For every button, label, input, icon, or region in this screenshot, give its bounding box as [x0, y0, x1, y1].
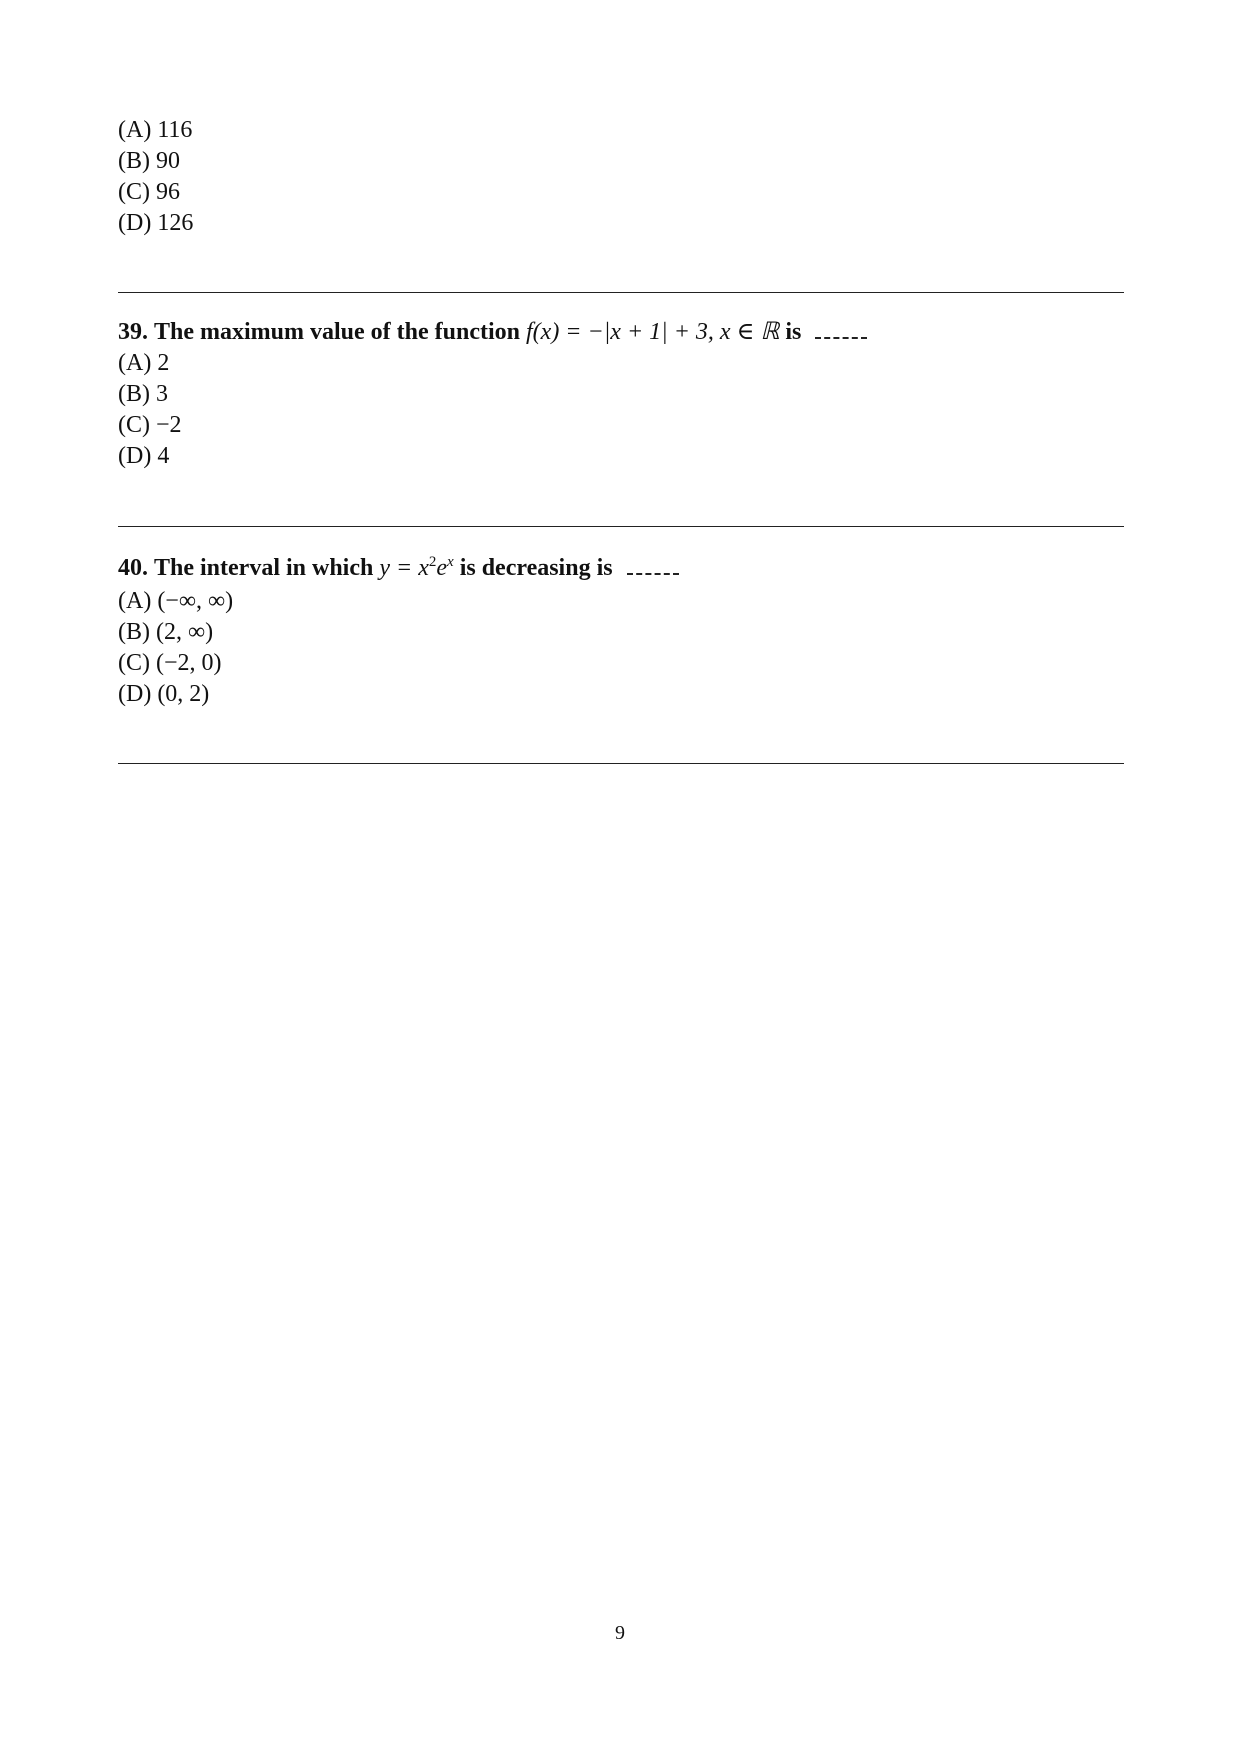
q39-option-b: (B) 3 — [118, 381, 168, 407]
q39-option-a: (A) 2 — [118, 350, 170, 376]
q40-formula-mid: e — [436, 555, 448, 581]
question-40 — [118, 552, 679, 584]
q38-option-a: (A) 116 — [118, 117, 193, 143]
q38-option-b: (B) 90 — [118, 148, 180, 174]
divider-2 — [118, 526, 1124, 527]
q40-formula — [379, 555, 453, 581]
q39-number: 39. — [118, 319, 148, 345]
q38-option-c: (C) 96 — [118, 179, 180, 205]
q39-text-end: is — [785, 319, 802, 345]
q39-option-c: (C) −2 — [118, 412, 182, 438]
q39-option-d: (D) 4 — [118, 443, 170, 469]
question-39 — [118, 316, 867, 348]
q40-formula-base: y = x — [379, 555, 429, 581]
q40-formula-exponent-1: 2 — [428, 554, 437, 570]
q40-options — [118, 586, 233, 710]
q39-answer-blank — [815, 337, 867, 339]
q39-text: The maximum value of the function — [154, 319, 520, 345]
q39-options — [118, 348, 182, 472]
q40-option-c: (C) (−2, 0) — [118, 650, 222, 676]
q38-options — [118, 115, 193, 239]
q40-option-b: (B) (2, ∞) — [118, 619, 214, 645]
divider-3 — [118, 763, 1124, 764]
page-number: 9 — [615, 1622, 625, 1644]
q40-formula-exponent-2: x — [447, 554, 454, 570]
q40-number: 40. — [118, 555, 148, 581]
divider-1 — [118, 292, 1124, 293]
q40-answer-blank — [627, 573, 679, 575]
q40-text-end: is decreasing is — [459, 555, 613, 581]
q40-option-a: (A) (−∞, ∞) — [118, 588, 234, 614]
q40-text: The interval in which — [154, 555, 374, 581]
q38-option-d: (D) 126 — [118, 210, 194, 236]
q39-formula: f(x) = −|x + 1| + 3, x ∈ ℝ — [526, 319, 780, 345]
q40-option-d: (D) (0, 2) — [118, 681, 210, 707]
